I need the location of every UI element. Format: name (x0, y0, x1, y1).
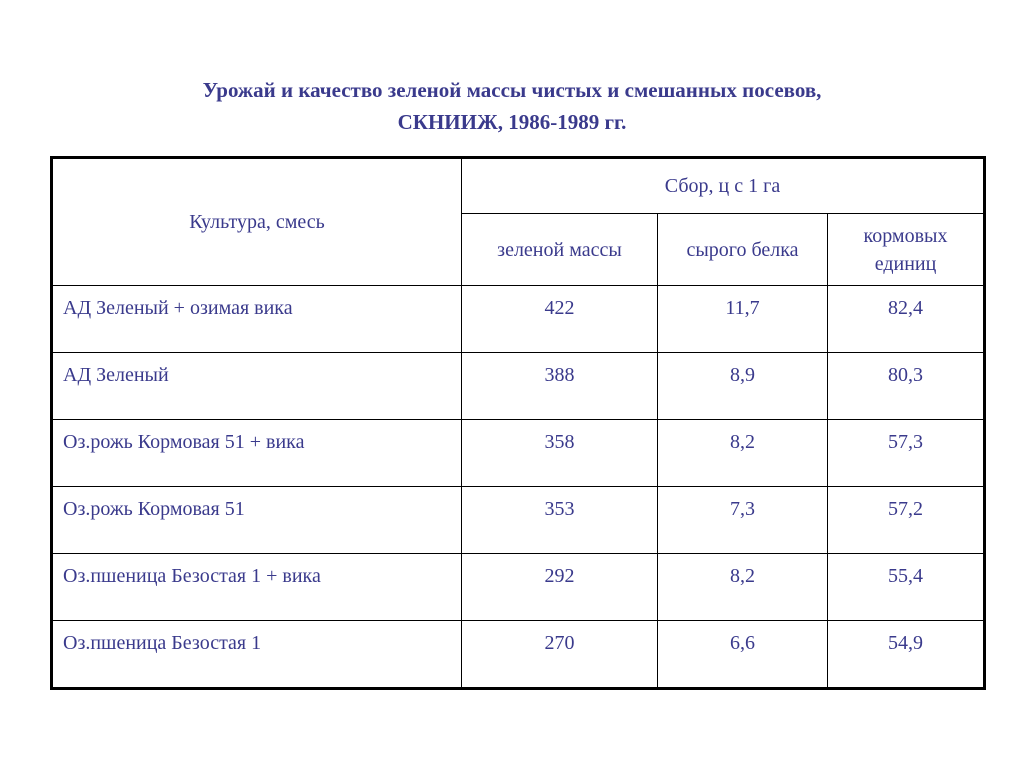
row-feed-units: 54,9 (828, 621, 985, 689)
row-raw-protein: 8,9 (658, 353, 828, 420)
row-culture: Оз.пшеница Безостая 1 + вика (52, 554, 462, 621)
row-green-mass: 292 (462, 554, 658, 621)
row-raw-protein: 11,7 (658, 286, 828, 353)
title-line-1: Урожай и качество зеленой массы чистых и смешанных посевов, (202, 78, 822, 102)
row-culture: Оз.пшеница Безостая 1 (52, 621, 462, 689)
row-culture: АД Зеленый (52, 353, 462, 420)
page-title (0, 74, 1024, 138)
title-line-2: СКНИИЖ, 1986-1989 гг. (397, 110, 627, 134)
row-green-mass: 388 (462, 353, 658, 420)
table-row (52, 554, 985, 621)
header-group: Сбор, ц с 1 га (462, 158, 985, 214)
yield-table (50, 156, 986, 690)
header-culture: Культура, смесь (52, 158, 462, 286)
row-green-mass: 422 (462, 286, 658, 353)
row-feed-units: 57,3 (828, 420, 985, 487)
table-row (52, 353, 985, 420)
row-green-mass: 353 (462, 487, 658, 554)
header-feed-units: кормовых единиц (828, 214, 985, 286)
row-feed-units: 57,2 (828, 487, 985, 554)
header-green-mass: зеленой массы (462, 214, 658, 286)
header-raw-protein: сырого белка (658, 214, 828, 286)
row-culture: Оз.рожь Кормовая 51 (52, 487, 462, 554)
table-row (52, 286, 985, 353)
row-feed-units: 80,3 (828, 353, 985, 420)
row-culture: АД Зеленый + озимая вика (52, 286, 462, 353)
table-row (52, 621, 985, 689)
row-raw-protein: 7,3 (658, 487, 828, 554)
row-raw-protein: 8,2 (658, 554, 828, 621)
row-raw-protein: 6,6 (658, 621, 828, 689)
row-green-mass: 270 (462, 621, 658, 689)
row-green-mass: 358 (462, 420, 658, 487)
table-row (52, 487, 985, 554)
row-raw-protein: 8,2 (658, 420, 828, 487)
table-row (52, 420, 985, 487)
row-feed-units: 55,4 (828, 554, 985, 621)
row-feed-units: 82,4 (828, 286, 985, 353)
row-culture: Оз.рожь Кормовая 51 + вика (52, 420, 462, 487)
